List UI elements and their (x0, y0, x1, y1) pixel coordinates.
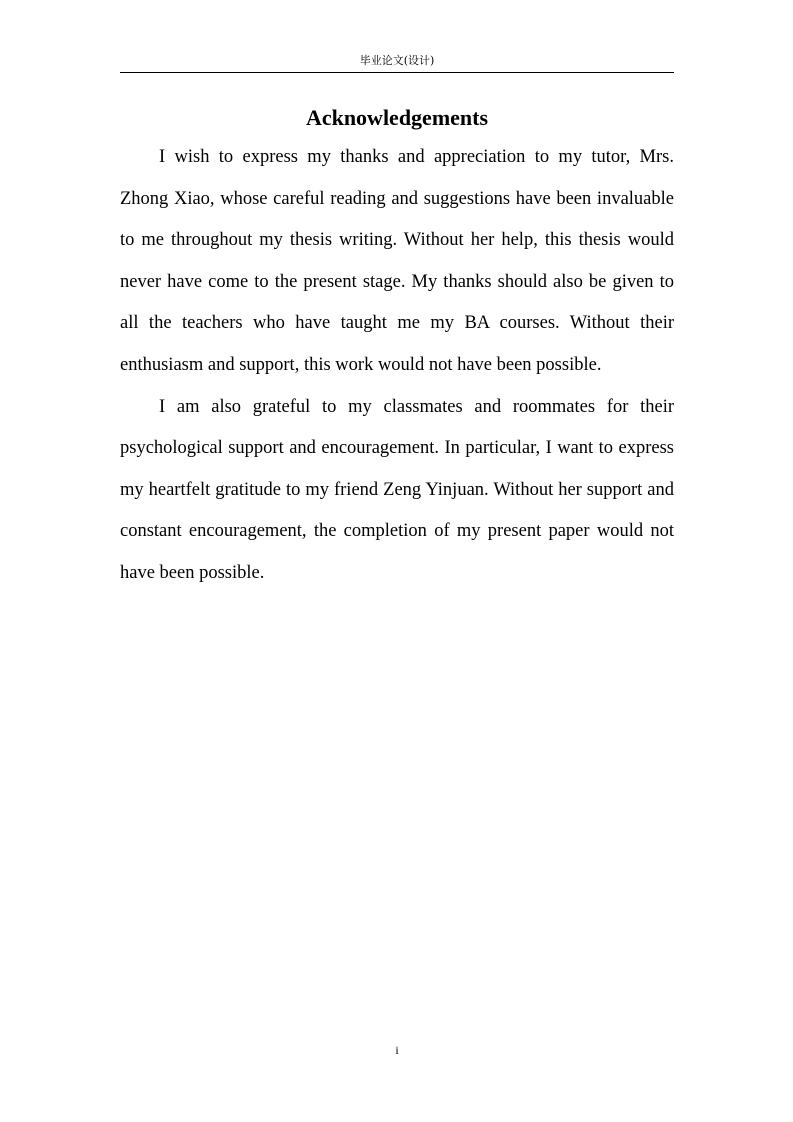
paragraph-1: I wish to express my thanks and appreciation to my tutor, Mrs. Zhong Xiao, whose careful reading and suggestions have been invaluable to me throughout my thesis writing. Without her help, this thesis would never have come to the present stage. My thanks should also be given to all the teachers who have taught me my BA courses. Without their enthusiasm and support, this work would not have been possible. (120, 147, 674, 375)
acknowledgements-body (120, 137, 674, 595)
header-divider (120, 72, 674, 73)
page-header: 毕业论文(设计) (359, 54, 435, 67)
paragraph-2: I am also grateful to my classmates and roommates for their psychological support and encouragement. In particular, I want to express my heartfelt gratitude to my friend Zeng Yinjuan. Without her support and constant encouragement, the completion of my present paper would not have been possible. (120, 396, 674, 583)
page-title: Acknowledgements (305, 105, 489, 130)
page-number: i (395, 1043, 399, 1057)
